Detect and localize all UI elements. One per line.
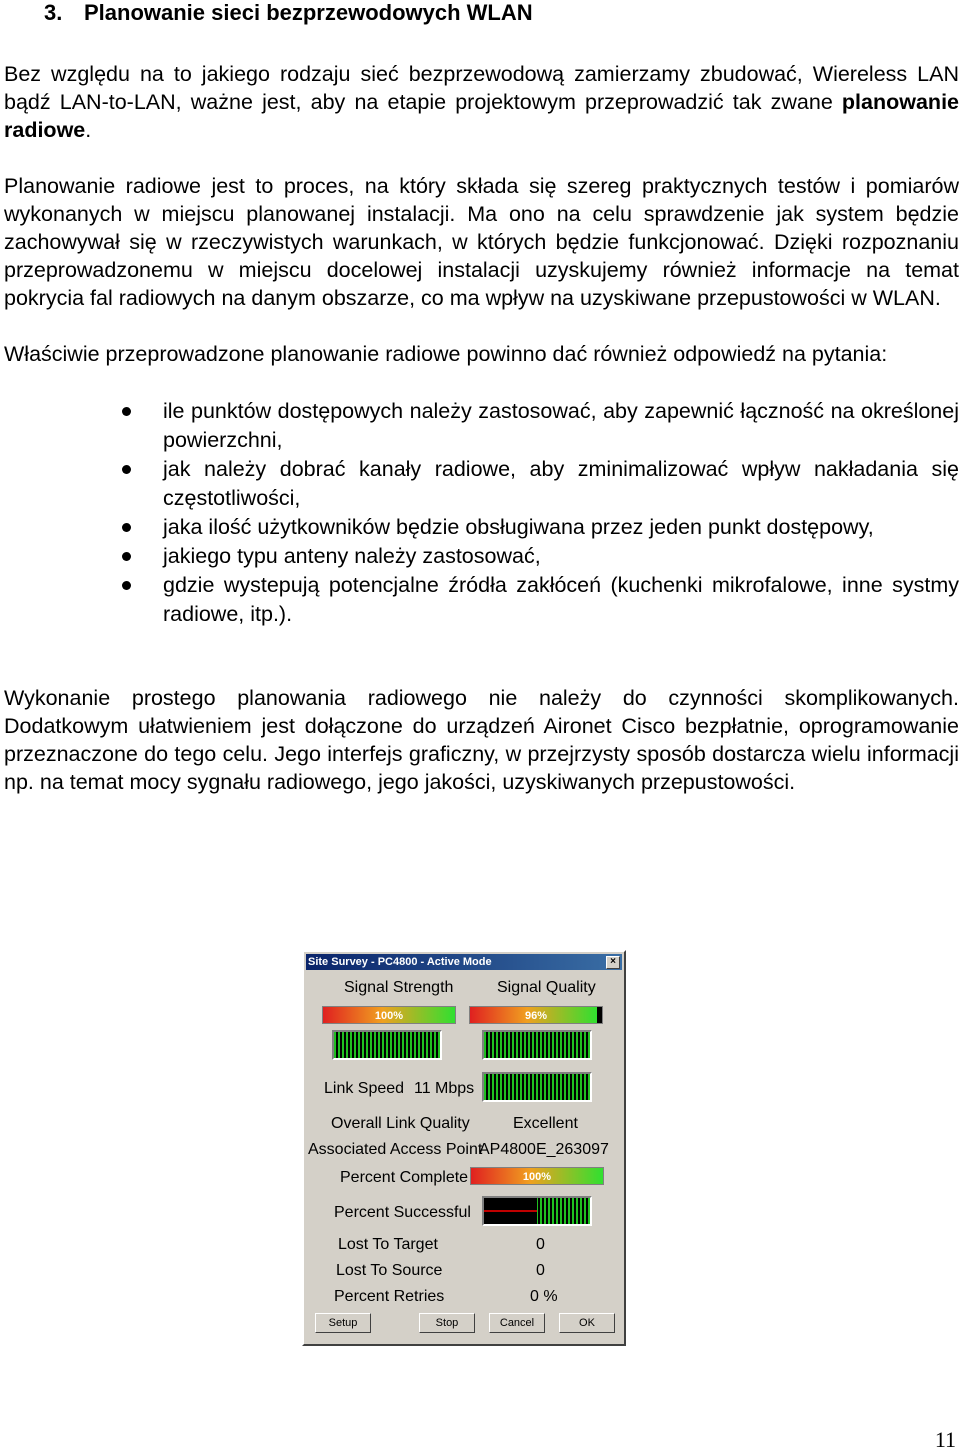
- list-item: [0, 571, 959, 629]
- setup-button[interactable]: Setup: [315, 1313, 371, 1333]
- bullet-icon: [122, 407, 131, 416]
- section-heading: [44, 0, 533, 26]
- paragraph-intro-bold: planowanie radiowe: [4, 90, 959, 142]
- ok-button[interactable]: OK: [559, 1313, 615, 1333]
- list-item-text: jaka ilość użytkowników będzie obsługiwana przez jeden punkt dostępowy,: [163, 515, 874, 539]
- signal-strength-value: 100%: [374, 1010, 404, 1022]
- percent-complete-value: 100%: [522, 1171, 552, 1183]
- link-speed-meter: [482, 1072, 592, 1102]
- signal-strength-meter: [332, 1030, 442, 1060]
- bullet-icon: [122, 552, 131, 561]
- overall-link-quality-value: Excellent: [513, 1115, 578, 1132]
- signal-strength-label: Signal Strength: [344, 979, 454, 996]
- list-item: [0, 542, 959, 571]
- paragraph-intro-text: Bez względu na to jakiego rodzaju sieć bezprzewodową zamierzamy zbudować, Wiereless LAN bądź LAN-to-LAN, ważne jest, aby na etapie projektowym przeprowadzić tak zwane: [4, 62, 959, 114]
- section-number: 3.: [44, 0, 63, 25]
- page-number: 11: [934, 1427, 956, 1452]
- percent-successful-redline: [484, 1210, 537, 1212]
- signal-quality-gauge: [469, 1006, 603, 1024]
- list-item: [0, 397, 959, 455]
- bullet-icon: [122, 465, 131, 474]
- bullet-icon: [122, 581, 131, 590]
- list-item-text: ile punktów dostępowych należy zastosować, aby zapewnić łączność na określonej powierzchni,: [163, 399, 959, 452]
- question-list: [0, 397, 959, 629]
- paragraph-planning: Planowanie radiowe jest to proces, na który składa się szereg praktycznych testów i pomiarów wykonanych w miejscu planowanej instalacji. Ma ono na celu sprawdzenie jak system będzie zachowywał się w rzeczywistych warunkach, w których będzie funkcjonować. Dzięki rozpoznaniu przeprowadzonemu w miejscu docelowej instalacji uzyskujemy również informacje na temat pokrycia fal radiowych na danym obszarze, co ma wpływ na uzyskiwane przepustowości w WLAN.: [4, 174, 959, 310]
- paragraph-intro: [4, 60, 959, 144]
- list-item-text: gdzie wystepują potencjalne źródła zakłóceń (kuchenki mikrofalowe, inne systmy radiowe, itp.).: [163, 573, 959, 626]
- overall-link-quality-label: Overall Link Quality: [331, 1115, 470, 1132]
- list-item: [0, 455, 959, 513]
- percent-complete-gauge: [470, 1167, 604, 1185]
- lost-to-source-label: Lost To Source: [336, 1262, 443, 1279]
- link-speed-label: Link Speed: [324, 1080, 405, 1097]
- paragraph-intro-end: .: [85, 118, 92, 142]
- dialog-titlebar: [306, 954, 622, 970]
- close-icon[interactable]: ×: [606, 956, 620, 969]
- list-item-text: jak należy dobrać kanały radiowe, aby zminimalizować wpływ nakładania się częstotliwości,: [163, 457, 959, 510]
- stop-button[interactable]: Stop: [419, 1313, 475, 1333]
- bullet-icon: [122, 523, 131, 532]
- signal-quality-label: Signal Quality: [497, 979, 596, 996]
- lost-to-target-label: Lost To Target: [338, 1236, 438, 1253]
- percent-successful-label: Percent Successful: [334, 1204, 471, 1221]
- dialog-title: Site Survey - PC4800 - Active Mode: [308, 956, 492, 968]
- associated-ap-value: AP4800E_263097: [479, 1141, 609, 1158]
- link-speed-value: 11 Mbps: [414, 1080, 475, 1097]
- associated-ap-label: Associated Access Point: [308, 1141, 483, 1158]
- percent-retries-label: Percent Retries: [334, 1288, 445, 1305]
- list-item-text: jakiego typu anteny należy zastosować,: [163, 544, 541, 568]
- percent-successful-meter: [482, 1196, 592, 1226]
- section-title: Planowanie sieci bezprzewodowych WLAN: [84, 0, 533, 25]
- list-item: [0, 513, 959, 542]
- signal-quality-value: 96%: [524, 1010, 548, 1022]
- lost-to-source-value: 0: [536, 1262, 545, 1279]
- paragraph-questions: Właściwie przeprowadzone planowanie radiowe powinno dać również odpowiedź na pytania:: [4, 342, 888, 366]
- signal-strength-gauge: [322, 1006, 456, 1024]
- paragraph-conclusion: Wykonanie prostego planowania radiowego nie należy do czynności skomplikowanych. Dodatkowym ułatwieniem jest dołączone do urządzeń Aironet Cisco bezpłatnie, oprogramowanie przeznaczone do tego celu. Jego interfejs graficzny, w przejrzysty sposób dostarcza wielu informacji np. na temat mocy sygnału radiowego, jego jakości, uzyskiwanych przepustowości.: [4, 686, 959, 794]
- cancel-button[interactable]: Cancel: [489, 1313, 545, 1333]
- signal-quality-meter: [482, 1030, 592, 1060]
- lost-to-target-value: 0: [536, 1236, 545, 1253]
- percent-complete-label: Percent Complete: [340, 1169, 469, 1186]
- percent-retries-value: 0 %: [530, 1288, 558, 1305]
